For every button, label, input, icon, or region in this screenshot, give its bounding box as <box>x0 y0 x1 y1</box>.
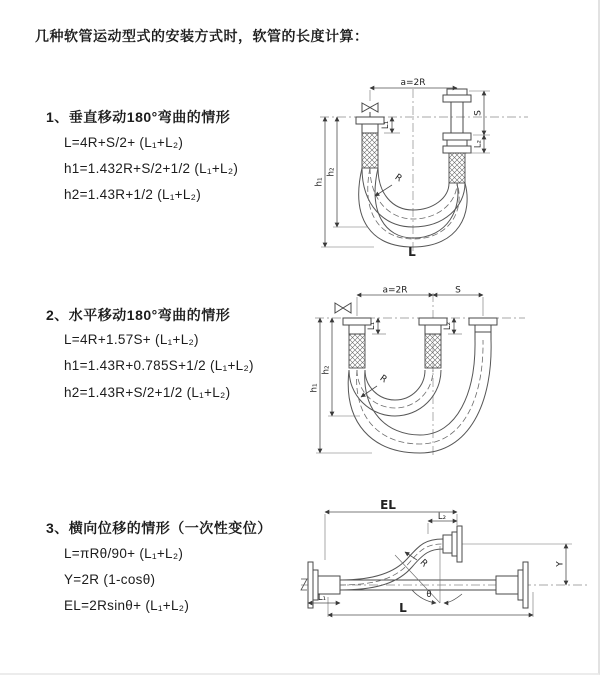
section-2-heading: 2、水平移动180°弯曲的情形 <box>46 307 231 323</box>
right-flange-fitting <box>443 89 471 183</box>
braid-section <box>362 133 378 168</box>
dim-label-l1: L₁ <box>367 321 377 331</box>
braid-section <box>425 334 441 368</box>
section-3-heading: 3、横向位移的情形（一次性变位） <box>46 520 272 536</box>
dim-label-s: S <box>455 285 461 296</box>
section-2-formula-h2: h2=1.43R+S/2+1/2 (L₁+L₂) <box>64 385 231 400</box>
dim-label-h2: h₂ <box>321 365 332 375</box>
page-title: 几种软管运动型式的安装方式时，软管的长度计算： <box>35 28 369 44</box>
diagram-lateral-displacement <box>300 500 590 650</box>
braid-section <box>349 334 365 368</box>
centerlines <box>315 293 525 455</box>
valve-icon <box>362 103 378 117</box>
dim-label-radius: R <box>417 557 430 570</box>
section-3-formula-l: L=πRθ/90+ (L₁+L₂) <box>64 546 184 561</box>
section-1-heading: 1、垂直移动180°弯曲的情形 <box>46 109 231 125</box>
left-flange-fitting <box>356 117 384 168</box>
dim-label-h1: h₁ <box>314 177 325 187</box>
diagram-vertical-180-bend <box>312 75 582 260</box>
section-1-formula-h2: h2=1.43R+1/2 (L₁+L₂) <box>64 187 202 202</box>
hose-s-curve <box>340 539 443 590</box>
dim-label-y: Y <box>555 561 566 567</box>
dim-label-h1: h₁ <box>310 383 320 393</box>
dim-label-a2r: a=2R <box>400 78 426 88</box>
dim-label-length: L <box>399 601 407 615</box>
dimensions <box>310 286 483 454</box>
section-1-formula-l: L=4R+S/2+ (L₁+L₂) <box>64 135 184 150</box>
hose-curves <box>348 340 491 453</box>
dim-label-l1: L₁ <box>381 120 391 130</box>
dim-label-l2: L₂ <box>443 321 453 331</box>
dim-label-l2: L₂ <box>437 512 447 522</box>
section-3-formula-el: EL=2Rsinθ+ (L₁+L₂) <box>64 598 190 613</box>
dim-label-l2: L₂ <box>473 139 484 149</box>
dim-label-s: S <box>473 110 484 116</box>
section-2-formula-h1: h1=1.43R+0.785S+1/2 (L₁+L₂) <box>64 358 254 373</box>
section-1-formula-h1: h1=1.432R+S/2+1/2 (L₁+L₂) <box>64 161 239 176</box>
dim-label-h2: h₂ <box>326 167 337 177</box>
dim-label-radius: R <box>377 373 389 386</box>
braid-section <box>449 153 465 183</box>
dim-label-length: L <box>408 245 416 259</box>
dim-label-radius: R <box>392 172 404 185</box>
moved-flange-fitting <box>469 318 497 340</box>
dim-label-a2r: a=2R <box>382 285 408 296</box>
dim-label-l1: L₁ <box>317 593 327 603</box>
displaced-flange-fitting <box>443 526 462 562</box>
section-3-formula-y: Y=2R (1-cosθ) <box>64 572 156 587</box>
centerlines <box>320 89 528 258</box>
valve-icon <box>335 303 351 313</box>
section-2-formula-l: L=4R+1.57S+ (L₁+L₂) <box>64 332 199 347</box>
dim-label-theta: θ <box>426 590 432 600</box>
pipe-break-mark <box>301 579 307 590</box>
diagram-horizontal-180-bend <box>310 285 580 460</box>
dim-label-el: EL <box>380 500 396 512</box>
